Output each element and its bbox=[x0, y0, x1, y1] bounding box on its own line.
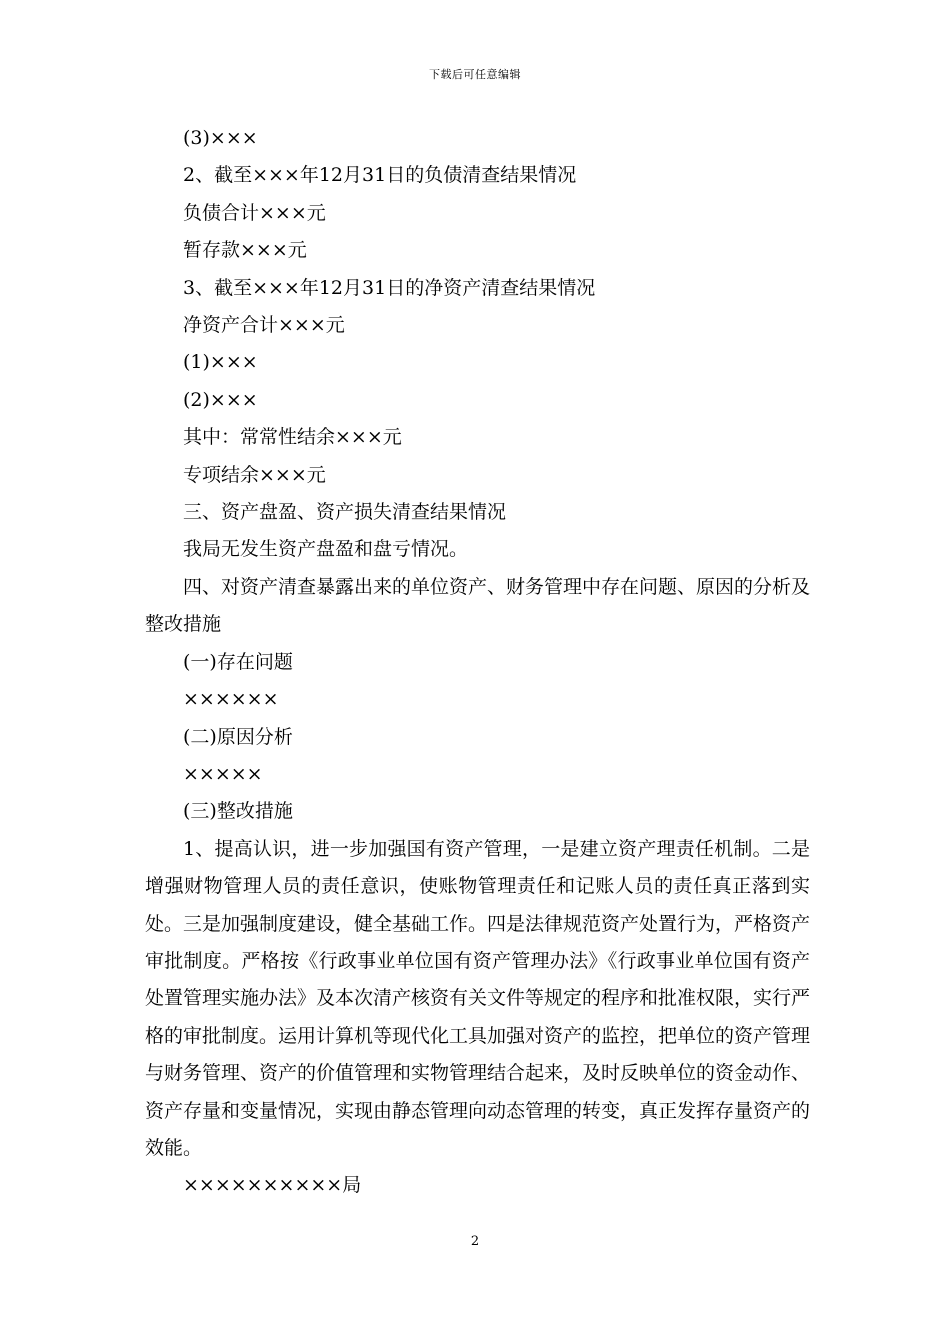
subheading-rectification: (三)整改措施 bbox=[183, 800, 293, 823]
subheading-problems: (一)存在问题 bbox=[183, 650, 293, 673]
paragraph-net-assets-heading: 3、截至×××年12月31日的净资产清查结果情况 bbox=[183, 276, 596, 299]
paragraph-liabilities-heading: 2、截至×××年12月31日的负债清查结果情况 bbox=[183, 164, 577, 187]
paragraph-temporary-deposits: 暂存款×××元 bbox=[183, 239, 307, 262]
paragraph-rectification-measures: 1、提高认识，进一步加强国有资产管理，一是建立资产理责任机制。二是增强财物管理人员的责任意识，使账物管理责任和记账人员的责任真正落到实处。三是加强制度建设，健全基础工作。四是法律规范资产处置行为，严格资产审批制度。严格按《行政事业单位国有资产管理办法》《行政事业单位国有资产处置管理实施办法》及本次清产核资有关文件等规定的程序和批准权限，实行严格的审批制度。运用计算机等现代化工具加强对资产的监控，把单位的资产管理与财务管理、资产的价值管理和实物管理结合起来，及时反映单位的资金动作、资产存量和变量情况，实现由静态管理向动态管理的转变，真正发挥存量资产的效能。 bbox=[145, 837, 811, 1159]
paragraph-signature-bureau: ××××××××××局 bbox=[183, 1174, 362, 1197]
paragraph-special-balance: 专项结余×××元 bbox=[183, 463, 326, 486]
paragraph-no-surplus: 我局无发生资产盘盈和盘亏情况。 bbox=[183, 538, 469, 561]
paragraph-cause-text: ××××× bbox=[183, 762, 263, 785]
paragraph-item-3: (3)××× bbox=[183, 127, 258, 149]
paragraph-item-2: (2)××× bbox=[183, 388, 258, 411]
paragraph-regular-balance: 其中：常常性结余×××元 bbox=[183, 426, 402, 449]
section-heading-4: 四、对资产清查暴露出来的单位资产、财务管理中存在问题、原因的分析及整改措施 bbox=[145, 575, 811, 636]
document-body bbox=[145, 120, 810, 1205]
paragraph-problems-text: ×××××× bbox=[183, 688, 279, 711]
subheading-cause-analysis: (二)原因分析 bbox=[183, 725, 293, 748]
page-header-note: 下载后可任意编辑 bbox=[429, 68, 521, 81]
paragraph-item-1: (1)××× bbox=[183, 351, 258, 374]
section-heading-3: 三、资产盘盈、资产损失清查结果情况 bbox=[183, 501, 507, 524]
page-number: 2 bbox=[470, 1234, 480, 1249]
paragraph-liabilities-total: 负债合计×××元 bbox=[183, 201, 326, 224]
paragraph-net-assets-total: 净资产合计×××元 bbox=[183, 314, 345, 337]
